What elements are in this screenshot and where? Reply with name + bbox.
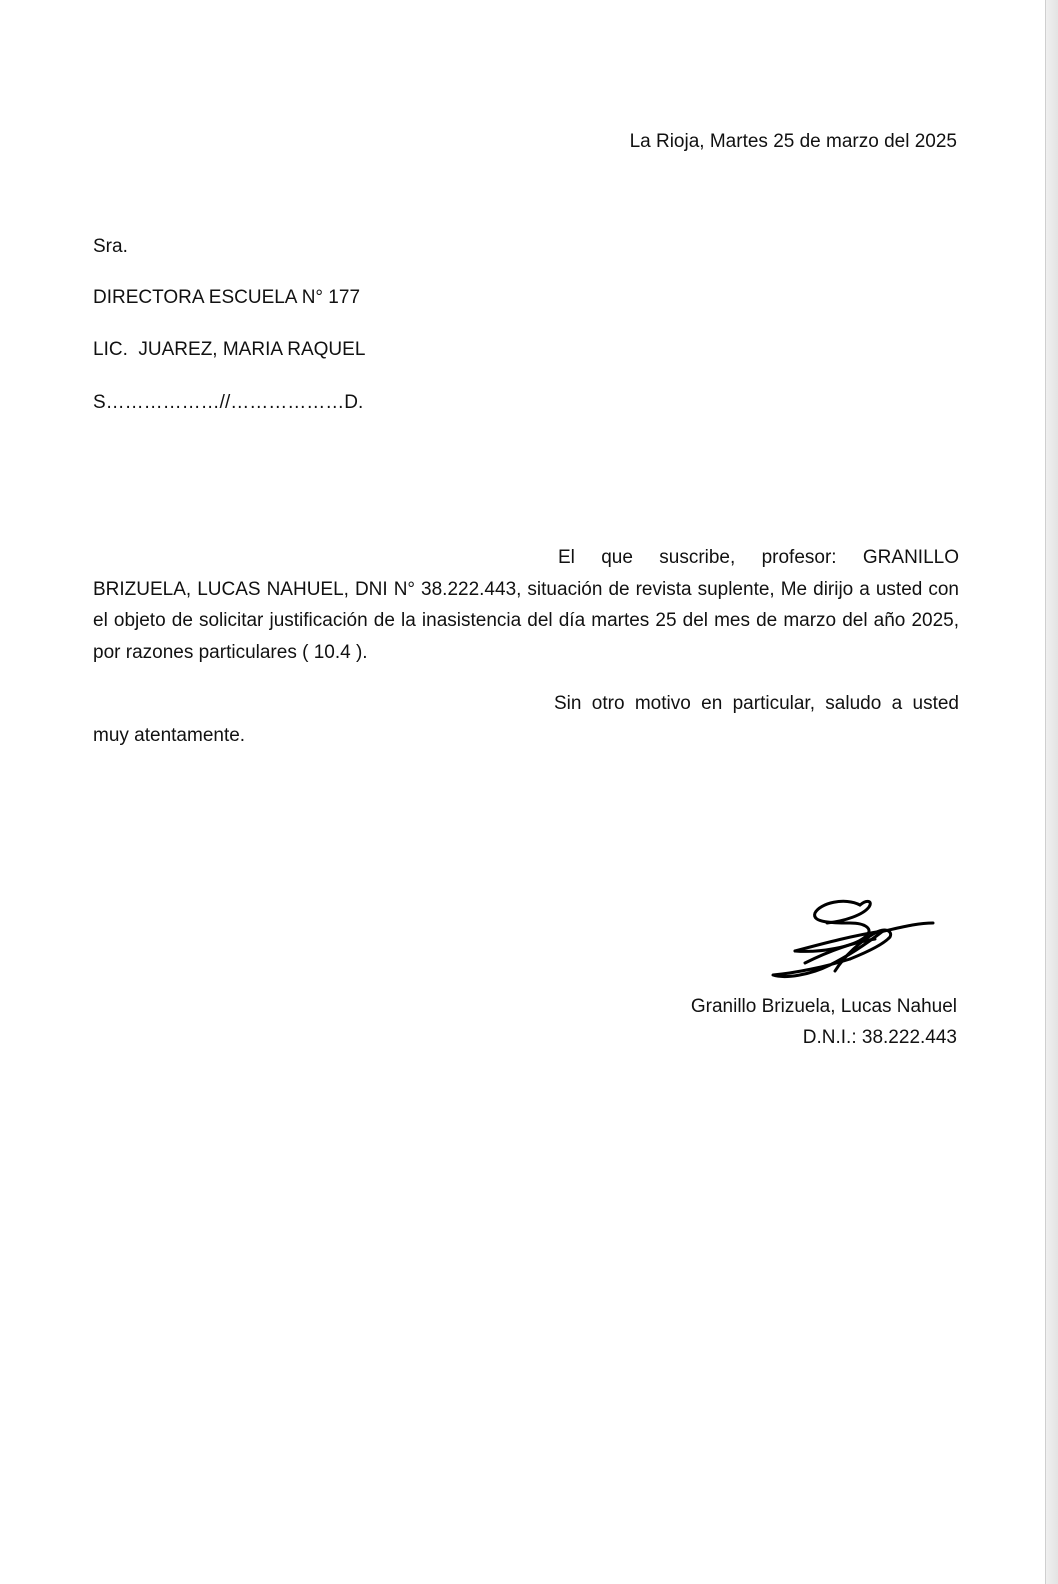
recipient-salutation: Sra. <box>93 236 128 257</box>
recipient-position: DIRECTORA ESCUELA N° 177 <box>93 287 361 308</box>
page-edge-shadow <box>1046 0 1058 1584</box>
signature-name: Granillo Brizuela, Lucas Nahuel <box>690 996 957 1017</box>
body-paragraph-1-text: El que suscribe, profesor: GRANILLO BRIZUELA, LUCAS NAHUEL, DNI N° 38.222.443, situación de revista suplente, Me dirijo a usted con el objeto de solicitar justificación de la inasistencia del día martes 25 del mes de marzo del año 2025, por razones particulares ( 10.4 ). <box>93 547 959 663</box>
recipient-sd: S………………//………………D. <box>93 392 364 413</box>
recipient-name: LIC. JUAREZ, MARIA RAQUEL <box>93 339 366 360</box>
handwritten-signature <box>765 893 940 988</box>
body-paragraph-2-text: Sin otro motivo en particular, saludo a usted muy atentamente. <box>93 693 959 746</box>
signature-dni: D.N.I.: 38.222.443 <box>802 1027 957 1048</box>
date-line: La Rioja, Martes 25 de marzo del 2025 <box>629 131 957 152</box>
body-paragraph-2 <box>93 688 959 751</box>
body-paragraph-1 <box>93 542 959 668</box>
page-edge-line <box>1045 0 1046 1584</box>
